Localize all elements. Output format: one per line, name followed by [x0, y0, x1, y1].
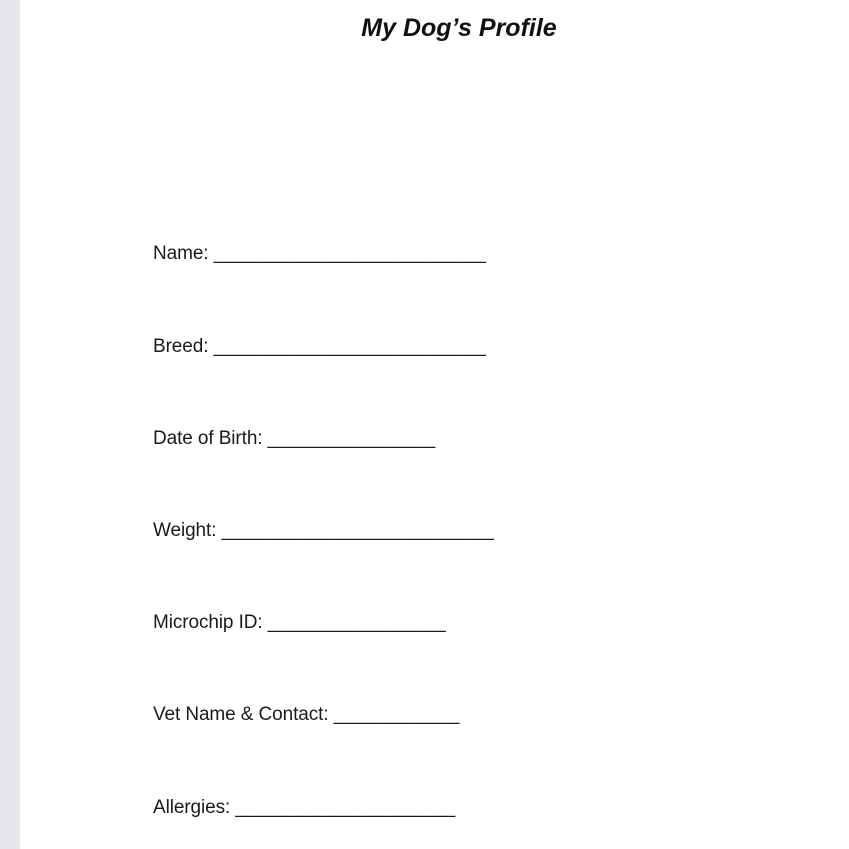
field-blank-line: __________________________	[213, 243, 486, 264]
document-page	[20, 0, 849, 849]
field-microchip-id	[153, 612, 446, 634]
field-date-of-birth	[153, 428, 435, 450]
field-blank-line: __________________________	[213, 336, 486, 357]
field-label: Vet Name & Contact:	[153, 704, 329, 725]
field-weight	[153, 520, 494, 542]
field-blank-line: _____________________	[235, 797, 456, 818]
field-blank-line: ________________	[267, 428, 436, 449]
page-title: My Dog’s Profile	[361, 14, 557, 42]
field-vet-name-contact	[153, 704, 459, 726]
field-blank-line: __________________________	[221, 520, 494, 541]
field-name	[153, 243, 486, 265]
field-breed	[153, 336, 486, 358]
field-label: Microchip ID:	[153, 612, 263, 633]
field-blank-line: _________________	[267, 612, 446, 633]
field-allergies	[153, 797, 455, 819]
field-blank-line: ____________	[333, 704, 460, 725]
left-margin-bar	[0, 0, 20, 849]
field-label: Date of Birth:	[153, 428, 263, 449]
field-label: Allergies:	[153, 797, 231, 818]
field-label: Name:	[153, 243, 209, 264]
field-label: Weight:	[153, 520, 217, 541]
field-label: Breed:	[153, 336, 209, 357]
